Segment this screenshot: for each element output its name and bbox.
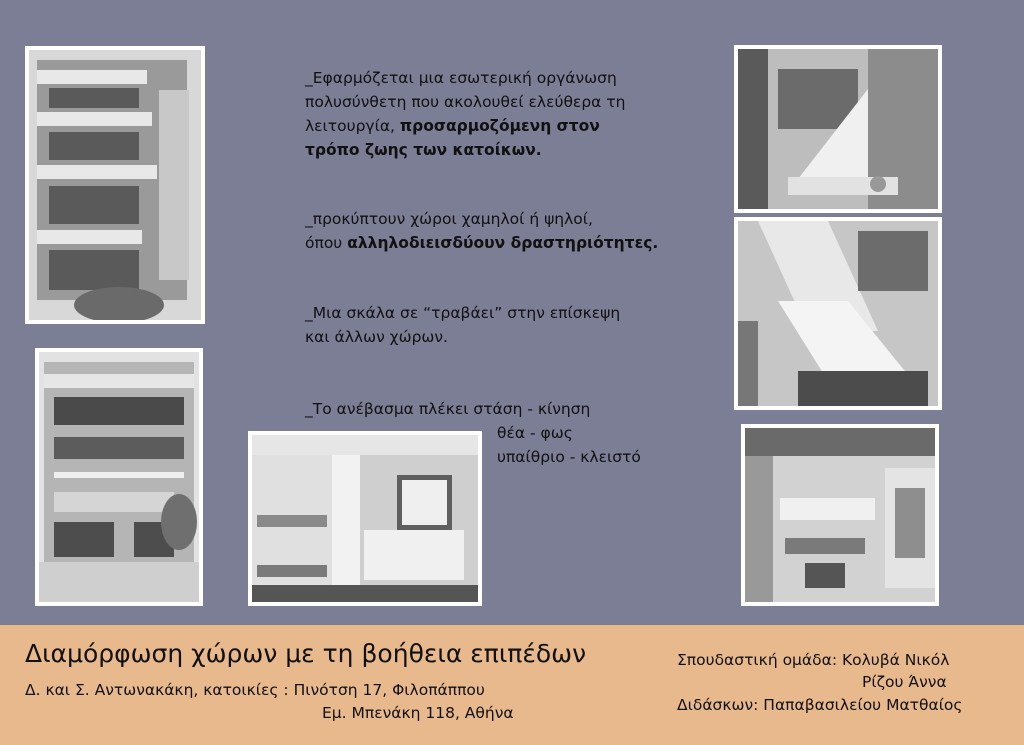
p4-line1: _Το ανέβασμα πλέκει στάση - κίνηση xyxy=(305,400,591,418)
photo-building-facade-street xyxy=(35,348,203,606)
photo-interior-stair-top xyxy=(734,45,942,213)
footer-team-line2: Ρίζου Άννα xyxy=(862,673,947,691)
p2-line2 xyxy=(305,231,725,255)
p1-line2: πολυσύνθετη που ακολουθεί ελεύθερα τη xyxy=(305,93,626,111)
photo-interior-living-room xyxy=(741,424,939,606)
footer-title: Διαμόρφωση χώρων με τη βοήθεια επιπέδων xyxy=(25,639,587,668)
footer-team-line1: Σπουδαστική ομάδα: Κολυβά Νικόλ xyxy=(677,651,950,669)
p1-line3-bold: προσαρμοζόμενη στον xyxy=(399,117,600,135)
photo-building-facade-balconies xyxy=(25,46,205,324)
footer-subtitle-line2: Εμ. Μπενάκη 118, Αθήνα xyxy=(322,704,514,722)
p4-line2: θέα - φως xyxy=(497,424,573,442)
paragraph-stair xyxy=(305,301,705,349)
p4-line3: υπαίθριο - κλειστό xyxy=(497,448,641,466)
paragraph-spaces xyxy=(305,207,725,255)
p1-line3 xyxy=(305,114,705,138)
p2-line2-plain: όπου xyxy=(305,234,348,252)
p2-line2-bold: αλληλοδιεισδύουν δραστηριότητες. xyxy=(347,234,659,252)
footer-band xyxy=(0,625,1024,745)
p1-line1: _Εφαρμόζεται μια εσωτερική οργάνωση xyxy=(305,69,617,87)
p1-line4 xyxy=(305,138,705,162)
footer-subtitle-line1: Δ. και Σ. Αντωνακάκη, κατοικίες : Πινότση 17, Φιλοπάππου xyxy=(25,681,485,699)
paragraph-organization xyxy=(305,66,705,162)
footer-teacher-line: Διδάσκων: Παπαβασιλείου Ματθαίος xyxy=(677,696,963,714)
photo-interior-stair-middle xyxy=(734,217,942,410)
p1-line4-bold: τρόπο ζωης των κατοίκων. xyxy=(305,141,542,159)
p1-line3-plain: λειτουργία, xyxy=(305,117,400,135)
paragraph-ascent xyxy=(305,397,705,469)
p2-line1: _προκύπτουν χώροι χαμηλοί ή ψηλοί, xyxy=(305,210,593,228)
p3-line2: και άλλων χώρων. xyxy=(305,328,448,346)
p3-line1: _Μια σκάλα σε “τραβάει” στην επίσκεψη xyxy=(305,304,621,322)
